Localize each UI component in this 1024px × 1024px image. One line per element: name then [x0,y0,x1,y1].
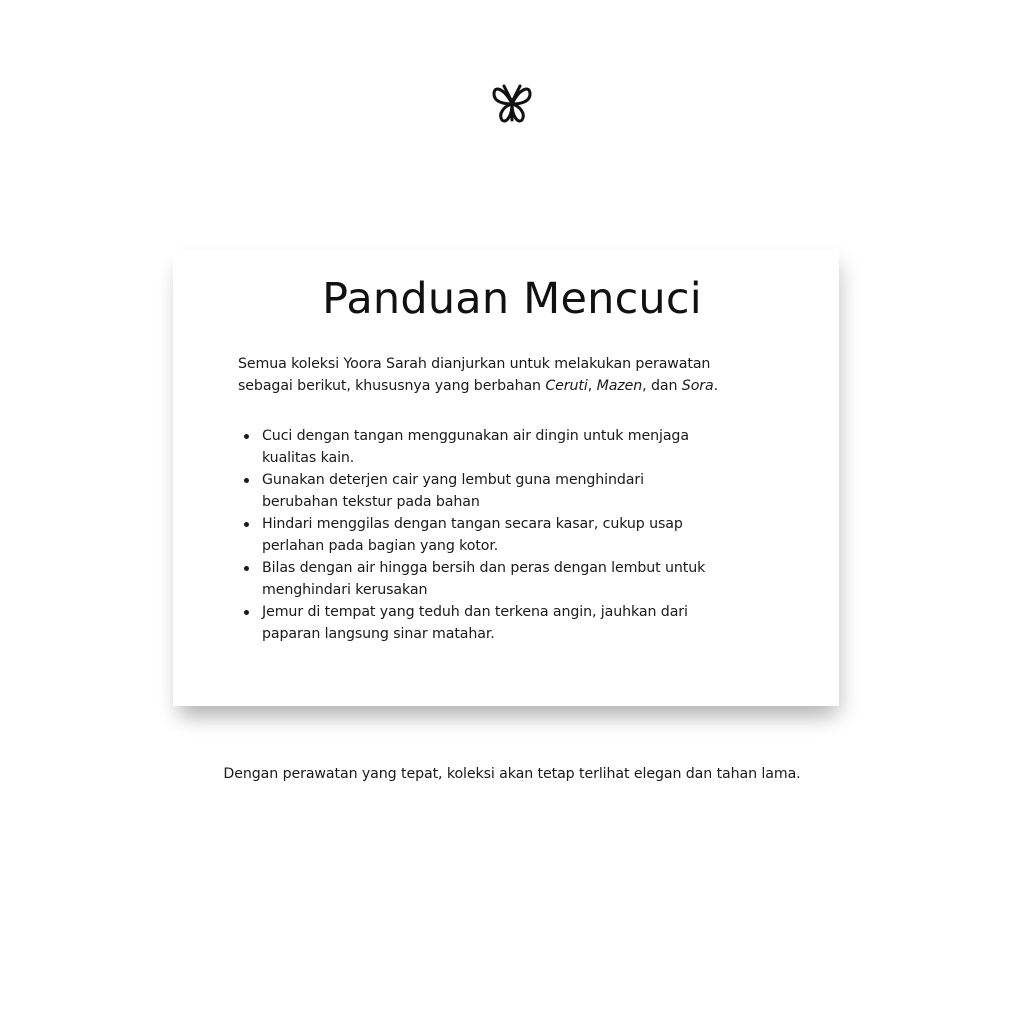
butterfly-logo-icon [490,80,534,126]
step-line-2: kualitas kain. [262,450,355,466]
footer-note: Dengan perawatan yang tepat, koleksi akan tetap terlihat elegan dan tahan lama. [223,766,801,782]
bullet-icon [244,434,249,439]
bullet-icon [244,478,249,483]
step-line-1: Gunakan deterjen cair yang lembut guna menghindari [262,472,644,488]
list-item [238,513,798,557]
fabric-sora: Sora [681,378,714,394]
step-line-1: Hindari menggilas dengan tangan secara kasar, cukup usap [262,516,683,532]
step-line-1: Jemur di tempat yang teduh dan terkena angin, jauhkan dari [262,604,688,620]
step-line-2: berubahan tekstur pada bahan [262,494,480,510]
intro-text [238,353,798,397]
washing-steps-list [238,425,798,645]
bullet-icon [244,610,249,615]
intro-line-2: sebagai berikut, khususnya yang berbahan [238,378,546,394]
fabric-ceruti: Ceruti [545,378,588,394]
fabric-mazen: Mazen [596,378,643,394]
list-item [238,601,798,645]
intro-end: . [713,378,719,394]
step-line-1: Bilas dengan air hingga bersih dan peras dengan lembut untuk [262,560,706,576]
list-item [238,469,798,513]
step-line-2: menghindari kerusakan [262,582,428,598]
intro-separator-1: , [587,378,597,394]
list-item [238,557,798,601]
intro-separator-2: , dan [642,378,682,394]
intro-line-1: Semua koleksi Yoora Sarah dianjurkan untuk melakukan perawatan [238,356,711,372]
step-line-2: paparan langsung sinar matahar. [262,626,495,642]
bullet-icon [244,566,249,571]
card-title: Panduan Mencuci [322,274,702,324]
step-line-2: perlahan pada bagian yang kotor. [262,538,499,554]
step-line-1: Cuci dengan tangan menggunakan air dingin untuk menjaga [262,428,689,444]
list-item [238,425,798,469]
bullet-icon [244,522,249,527]
